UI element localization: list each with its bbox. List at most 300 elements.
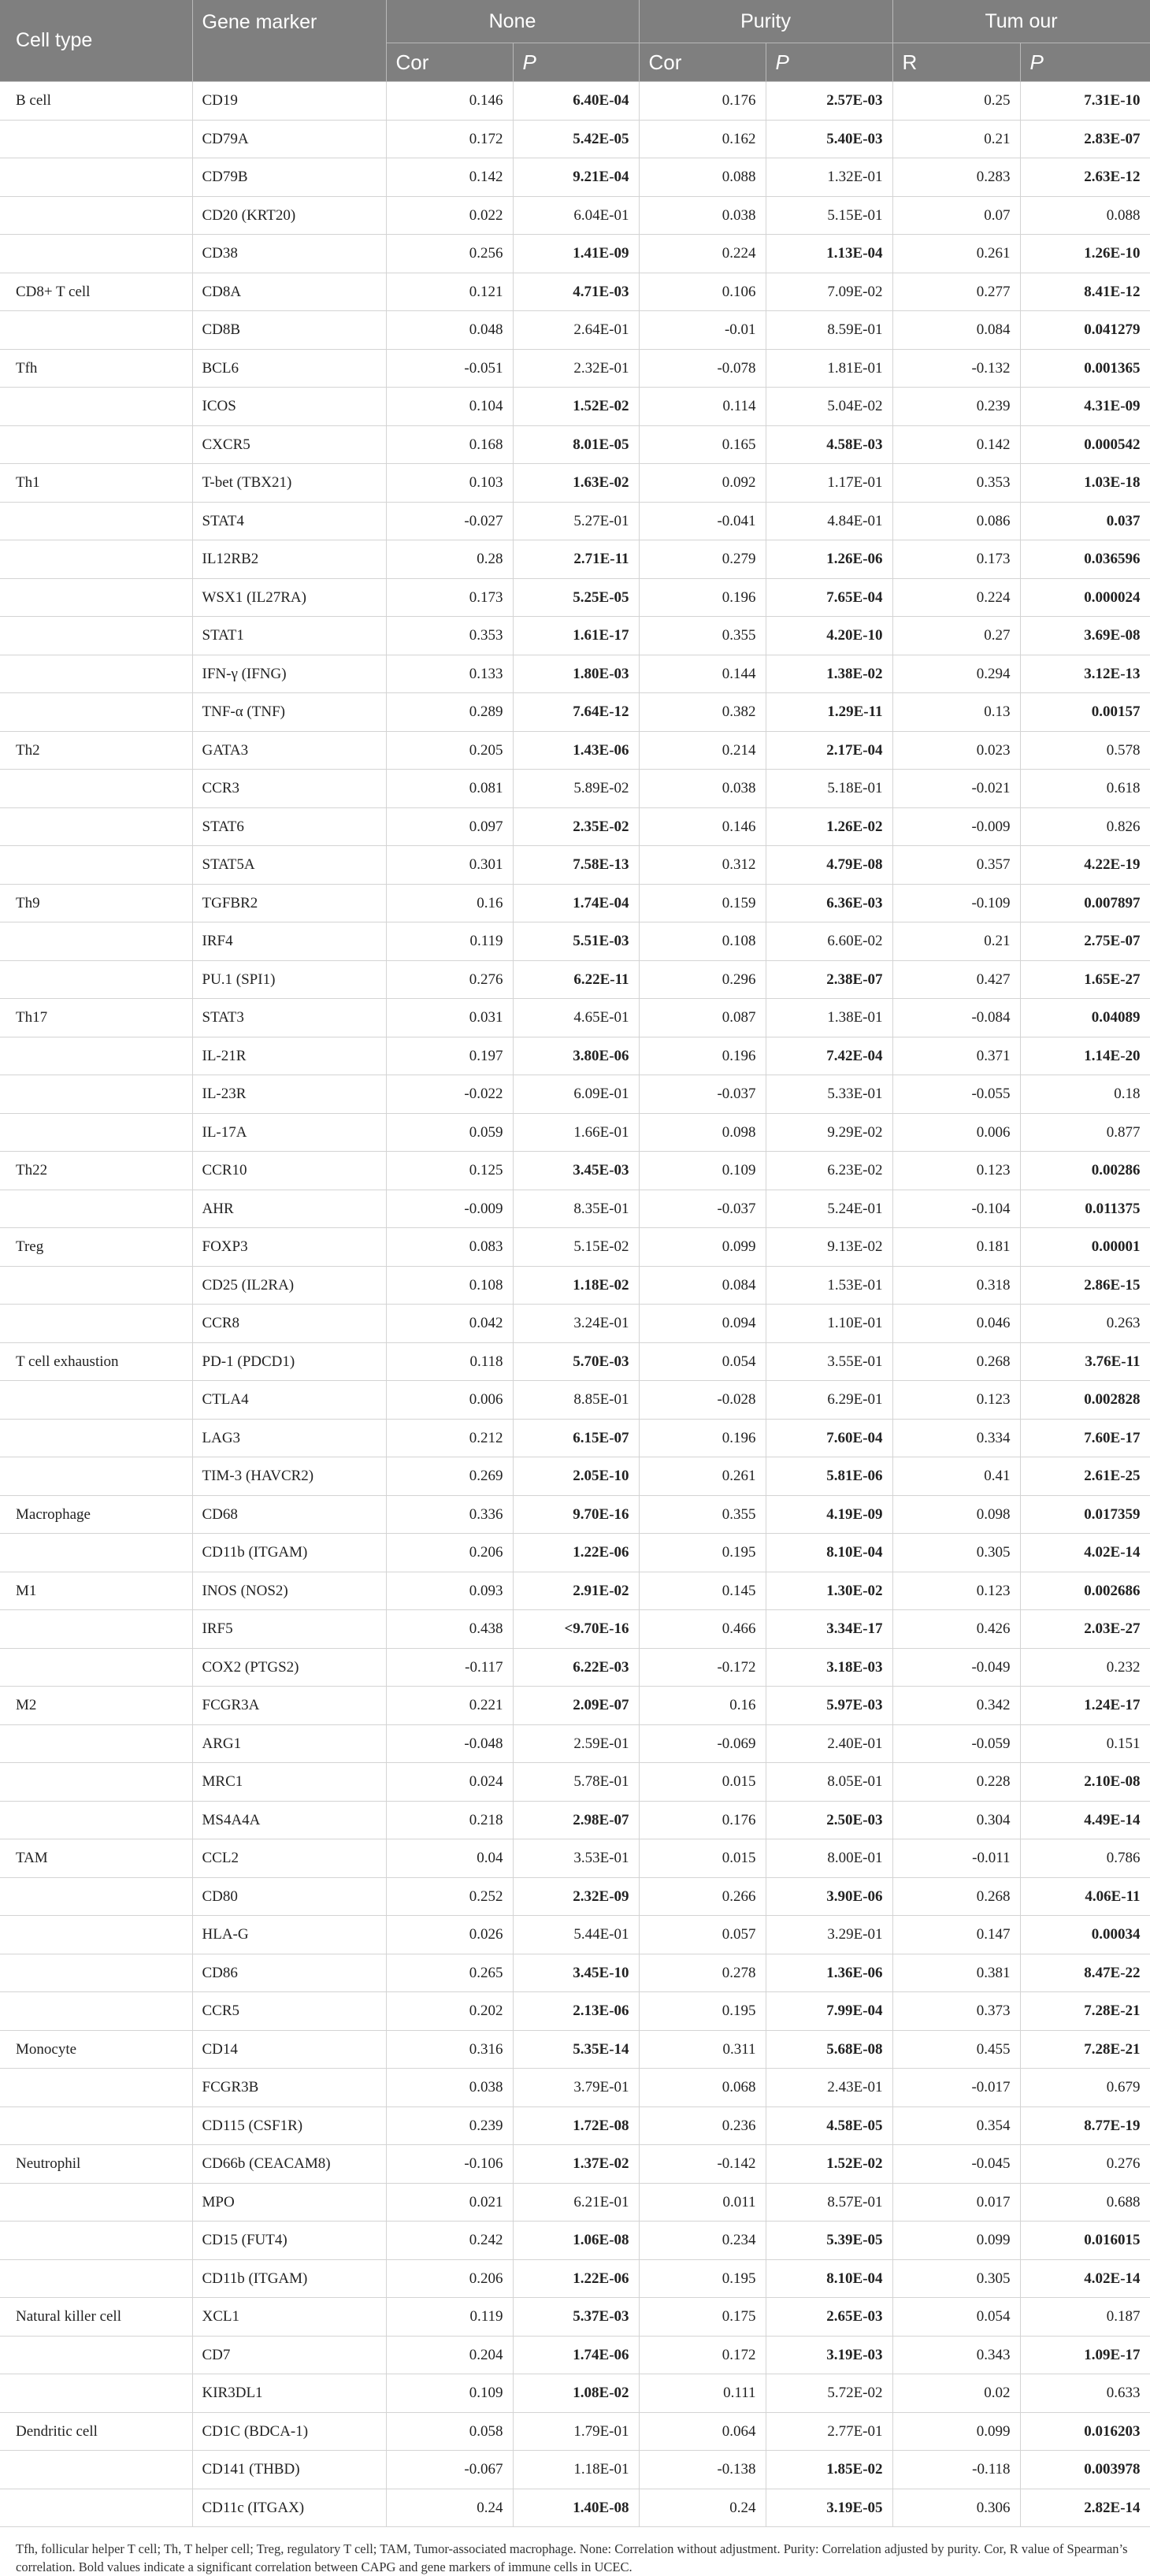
value-p-tumour: 0.688 — [1020, 2184, 1150, 2222]
value-cor-none: 0.438 — [386, 1610, 513, 1649]
value-cor-none: 0.16 — [386, 885, 513, 922]
value-r-tumour: 0.277 — [892, 273, 1020, 311]
gene-marker: PU.1 (SPI1) — [192, 961, 386, 999]
value-p-none: 2.05E-10 — [513, 1457, 639, 1496]
value-r-tumour: 0.25 — [892, 82, 1020, 121]
cell-type — [0, 1190, 192, 1228]
cell-type: Monocyte — [0, 2031, 192, 2069]
value-p-none: 1.79E-01 — [513, 2413, 639, 2451]
value-r-tumour: 0.305 — [892, 1534, 1020, 1572]
value-p-purity: 5.24E-01 — [766, 1190, 892, 1228]
value-r-tumour: 0.21 — [892, 121, 1020, 158]
value-cor-none: 0.301 — [386, 846, 513, 885]
value-p-tumour: 0.187 — [1020, 2298, 1150, 2337]
value-cor-none: 0.24 — [386, 2489, 513, 2527]
gene-marker: CD68 — [192, 1496, 386, 1534]
value-p-none: 1.40E-08 — [513, 2489, 639, 2527]
value-cor-none: 0.103 — [386, 464, 513, 503]
cell-type — [0, 2451, 192, 2489]
gene-marker: MRC1 — [192, 1763, 386, 1802]
value-p-purity: 7.65E-04 — [766, 579, 892, 617]
value-cor-none: 0.142 — [386, 158, 513, 197]
gene-marker: CD11b (ITGAM) — [192, 1534, 386, 1572]
cell-type: Natural killer cell — [0, 2298, 192, 2337]
cell-type — [0, 1802, 192, 1839]
cell-type — [0, 1381, 192, 1420]
value-p-none: 2.32E-09 — [513, 1878, 639, 1916]
value-cor-purity: 0.296 — [639, 961, 766, 999]
value-p-none: <9.70E-16 — [513, 1610, 639, 1649]
table-row — [0, 1687, 1150, 1725]
table-row — [0, 426, 1150, 464]
value-p-purity: 1.26E-06 — [766, 540, 892, 579]
gene-marker: IFN-γ (IFNG) — [192, 655, 386, 693]
value-p-none: 1.66E-01 — [513, 1114, 639, 1152]
value-r-tumour: -0.132 — [892, 350, 1020, 388]
value-p-tumour: 1.03E-18 — [1020, 464, 1150, 503]
gene-marker: CD38 — [192, 235, 386, 273]
value-p-tumour: 0.088 — [1020, 197, 1150, 235]
table-row — [0, 1420, 1150, 1457]
gene-marker: LAG3 — [192, 1420, 386, 1457]
value-p-purity: 1.32E-01 — [766, 158, 892, 197]
value-cor-purity: -0.138 — [639, 2451, 766, 2489]
value-cor-purity: 0.266 — [639, 1878, 766, 1916]
value-p-tumour: 0.037 — [1020, 503, 1150, 540]
gene-marker: CD8B — [192, 311, 386, 350]
value-cor-none: 0.202 — [386, 1992, 513, 2031]
value-p-purity: 5.18E-01 — [766, 770, 892, 808]
value-r-tumour: 0.343 — [892, 2337, 1020, 2374]
cell-type — [0, 1534, 192, 1572]
gene-marker: CD25 (IL2RA) — [192, 1267, 386, 1305]
value-p-none: 6.22E-11 — [513, 961, 639, 999]
value-p-purity: 1.29E-11 — [766, 693, 892, 732]
value-p-none: 1.74E-04 — [513, 885, 639, 922]
value-r-tumour: -0.021 — [892, 770, 1020, 808]
value-p-none: 2.91E-02 — [513, 1572, 639, 1610]
value-p-none: 2.71E-11 — [513, 540, 639, 579]
table-row — [0, 158, 1150, 197]
value-cor-none: 0.006 — [386, 1381, 513, 1420]
gene-marker: MPO — [192, 2184, 386, 2222]
value-cor-none: -0.022 — [386, 1075, 513, 1114]
value-r-tumour: -0.118 — [892, 2451, 1020, 2489]
value-p-tumour: 4.49E-14 — [1020, 1802, 1150, 1839]
value-cor-purity: 0.144 — [639, 655, 766, 693]
value-p-tumour: 0.000024 — [1020, 579, 1150, 617]
value-p-purity: 1.53E-01 — [766, 1267, 892, 1305]
cell-type — [0, 235, 192, 273]
value-p-none: 2.35E-02 — [513, 808, 639, 846]
value-p-tumour: 0.276 — [1020, 2145, 1150, 2184]
table-row — [0, 1802, 1150, 1839]
value-r-tumour: 0.13 — [892, 693, 1020, 732]
value-p-purity: 4.20E-10 — [766, 617, 892, 655]
cell-type: Tfh — [0, 350, 192, 388]
gene-marker: CD11b (ITGAM) — [192, 2260, 386, 2298]
value-p-tumour: 0.016015 — [1020, 2222, 1150, 2260]
value-p-tumour: 0.232 — [1020, 1649, 1150, 1687]
value-p-purity: 1.81E-01 — [766, 350, 892, 388]
value-cor-purity: 0.196 — [639, 1420, 766, 1457]
value-cor-none: 0.048 — [386, 311, 513, 350]
subheader-p-tumour: P — [1020, 43, 1150, 82]
table-row — [0, 1037, 1150, 1075]
value-p-tumour: 0.00001 — [1020, 1228, 1150, 1267]
value-p-none: 3.45E-03 — [513, 1152, 639, 1190]
value-p-purity: 6.29E-01 — [766, 1381, 892, 1420]
value-p-purity: 1.17E-01 — [766, 464, 892, 503]
value-p-tumour: 3.69E-08 — [1020, 617, 1150, 655]
value-cor-purity: 0.064 — [639, 2413, 766, 2451]
value-p-purity: 2.17E-04 — [766, 732, 892, 770]
value-cor-none: 0.118 — [386, 1343, 513, 1381]
value-cor-none: 0.353 — [386, 617, 513, 655]
cell-type — [0, 2184, 192, 2222]
cell-type: M2 — [0, 1687, 192, 1725]
cell-type — [0, 2260, 192, 2298]
cell-type — [0, 1916, 192, 1954]
value-r-tumour: -0.017 — [892, 2069, 1020, 2107]
value-cor-none: 0.197 — [386, 1037, 513, 1075]
value-cor-purity: 0.015 — [639, 1763, 766, 1802]
value-p-purity: 4.58E-05 — [766, 2107, 892, 2145]
value-r-tumour: 0.054 — [892, 2298, 1020, 2337]
value-cor-purity: -0.028 — [639, 1381, 766, 1420]
value-p-tumour: 0.578 — [1020, 732, 1150, 770]
gene-marker: CD14 — [192, 2031, 386, 2069]
value-p-none: 1.08E-02 — [513, 2374, 639, 2413]
value-r-tumour: 0.239 — [892, 388, 1020, 426]
gene-marker: CXCR5 — [192, 426, 386, 464]
value-p-none: 1.43E-06 — [513, 732, 639, 770]
value-p-tumour: 2.61E-25 — [1020, 1457, 1150, 1496]
value-p-purity: 9.29E-02 — [766, 1114, 892, 1152]
value-p-none: 6.15E-07 — [513, 1420, 639, 1457]
value-p-purity: 4.19E-09 — [766, 1496, 892, 1534]
value-p-purity: 2.57E-03 — [766, 82, 892, 121]
table-row — [0, 1228, 1150, 1267]
value-cor-none: 0.119 — [386, 922, 513, 961]
cell-type: Neutrophil — [0, 2145, 192, 2184]
value-p-none: 9.70E-16 — [513, 1496, 639, 1534]
value-r-tumour: 0.354 — [892, 2107, 1020, 2145]
value-r-tumour: 0.371 — [892, 1037, 1020, 1075]
value-cor-none: 0.218 — [386, 1802, 513, 1839]
gene-marker: AHR — [192, 1190, 386, 1228]
gene-marker: HLA-G — [192, 1916, 386, 1954]
table-header — [0, 0, 1150, 82]
value-p-purity: 2.50E-03 — [766, 1802, 892, 1839]
value-cor-purity: 0.098 — [639, 1114, 766, 1152]
value-cor-none: 0.119 — [386, 2298, 513, 2337]
value-p-none: 5.37E-03 — [513, 2298, 639, 2337]
value-cor-none: -0.051 — [386, 350, 513, 388]
cell-type — [0, 1420, 192, 1457]
table-row — [0, 388, 1150, 426]
value-p-purity: 5.39E-05 — [766, 2222, 892, 2260]
table-row — [0, 2451, 1150, 2489]
value-r-tumour: 0.181 — [892, 1228, 1020, 1267]
table-footnote: Tfh, follicular helper T cell; Th, T helper cell; Treg, regulatory T cell; TAM, Tumor-associated macrophage. None: Correlation without adjustment. Purity: Correlation adjusted by purity. Cor, R value of Spearman’s correlation. Bold values indicate a significant correlation between CAPG and gene markers of immune cells in UCEC. — [16, 2541, 1128, 2574]
value-p-none: 8.85E-01 — [513, 1381, 639, 1420]
value-cor-none: 0.031 — [386, 999, 513, 1037]
value-p-purity: 1.10E-01 — [766, 1305, 892, 1343]
table-row — [0, 82, 1150, 121]
value-p-purity: 1.36E-06 — [766, 1954, 892, 1992]
value-cor-purity: 0.196 — [639, 1037, 766, 1075]
value-cor-purity: 0.092 — [639, 464, 766, 503]
value-p-tumour: 2.83E-07 — [1020, 121, 1150, 158]
table-row — [0, 922, 1150, 961]
value-p-none: 1.18E-02 — [513, 1267, 639, 1305]
value-cor-purity: 0.279 — [639, 540, 766, 579]
value-cor-purity: 0.088 — [639, 158, 766, 197]
value-p-none: 1.37E-02 — [513, 2145, 639, 2184]
value-p-none: 3.53E-01 — [513, 1839, 639, 1878]
value-r-tumour: 0.334 — [892, 1420, 1020, 1457]
gene-marker: CCL2 — [192, 1839, 386, 1878]
value-p-purity: 2.77E-01 — [766, 2413, 892, 2451]
value-p-purity: 8.05E-01 — [766, 1763, 892, 1802]
value-p-tumour: 4.06E-11 — [1020, 1878, 1150, 1916]
value-cor-none: 0.221 — [386, 1687, 513, 1725]
value-p-none: 8.01E-05 — [513, 426, 639, 464]
value-r-tumour: 0.21 — [892, 922, 1020, 961]
subheader-p-purity: P — [766, 43, 892, 82]
value-cor-purity: -0.041 — [639, 503, 766, 540]
cell-type — [0, 197, 192, 235]
gene-marker: CCR10 — [192, 1152, 386, 1190]
value-p-tumour: 1.09E-17 — [1020, 2337, 1150, 2374]
header-gene-marker: Gene marker — [192, 0, 386, 82]
value-p-purity: 2.38E-07 — [766, 961, 892, 999]
value-p-purity: 3.19E-05 — [766, 2489, 892, 2527]
cell-type — [0, 311, 192, 350]
value-p-tumour: 0.001365 — [1020, 350, 1150, 388]
value-r-tumour: 0.228 — [892, 1763, 1020, 1802]
value-cor-purity: 0.068 — [639, 2069, 766, 2107]
value-r-tumour: 0.147 — [892, 1916, 1020, 1954]
value-cor-purity: 0.175 — [639, 2298, 766, 2337]
value-p-tumour: 8.77E-19 — [1020, 2107, 1150, 2145]
value-r-tumour: 0.084 — [892, 311, 1020, 350]
value-p-purity: 2.43E-01 — [766, 2069, 892, 2107]
value-p-tumour: 0.679 — [1020, 2069, 1150, 2107]
table-row — [0, 2069, 1150, 2107]
cell-type: Th17 — [0, 999, 192, 1037]
value-cor-purity: 0.109 — [639, 1152, 766, 1190]
value-r-tumour: 0.342 — [892, 1687, 1020, 1725]
cell-type — [0, 1037, 192, 1075]
value-p-purity: 7.60E-04 — [766, 1420, 892, 1457]
table-row — [0, 2145, 1150, 2184]
value-r-tumour: 0.098 — [892, 1496, 1020, 1534]
value-cor-purity: 0.015 — [639, 1839, 766, 1878]
value-p-purity: 8.00E-01 — [766, 1839, 892, 1878]
table-row — [0, 961, 1150, 999]
gene-marker: CD7 — [192, 2337, 386, 2374]
value-cor-none: 0.081 — [386, 770, 513, 808]
table-row — [0, 1878, 1150, 1916]
value-p-tumour: 8.41E-12 — [1020, 273, 1150, 311]
value-p-purity: 2.40E-01 — [766, 1725, 892, 1763]
value-cor-none: 0.206 — [386, 1534, 513, 1572]
value-p-purity: 7.99E-04 — [766, 1992, 892, 2031]
gene-marker: MS4A4A — [192, 1802, 386, 1839]
table-row — [0, 579, 1150, 617]
cell-type: Th9 — [0, 885, 192, 922]
value-r-tumour: -0.009 — [892, 808, 1020, 846]
value-p-purity: 5.81E-06 — [766, 1457, 892, 1496]
value-r-tumour: 0.006 — [892, 1114, 1020, 1152]
value-r-tumour: 0.294 — [892, 655, 1020, 693]
value-cor-none: 0.121 — [386, 273, 513, 311]
value-p-none: 1.61E-17 — [513, 617, 639, 655]
value-r-tumour: -0.045 — [892, 2145, 1020, 2184]
gene-marker: IL-17A — [192, 1114, 386, 1152]
value-cor-none: 0.204 — [386, 2337, 513, 2374]
cell-type: T cell exhaustion — [0, 1343, 192, 1381]
table-row — [0, 1267, 1150, 1305]
cell-type — [0, 158, 192, 197]
value-p-purity: 5.15E-01 — [766, 197, 892, 235]
value-p-none: 3.24E-01 — [513, 1305, 639, 1343]
value-p-none: 2.13E-06 — [513, 1992, 639, 2031]
table-row — [0, 197, 1150, 235]
gene-marker: TGFBR2 — [192, 885, 386, 922]
value-cor-purity: 0.111 — [639, 2374, 766, 2413]
value-r-tumour: 0.142 — [892, 426, 1020, 464]
table-row — [0, 1457, 1150, 1496]
cell-type — [0, 770, 192, 808]
value-cor-none: 0.108 — [386, 1267, 513, 1305]
value-cor-none: 0.206 — [386, 2260, 513, 2298]
value-p-purity: 8.57E-01 — [766, 2184, 892, 2222]
gene-marker: CD79A — [192, 121, 386, 158]
cell-type — [0, 2489, 192, 2527]
value-p-none: 1.72E-08 — [513, 2107, 639, 2145]
gene-marker: CD115 (CSF1R) — [192, 2107, 386, 2145]
value-p-none: 1.74E-06 — [513, 2337, 639, 2374]
value-p-purity: 1.85E-02 — [766, 2451, 892, 2489]
value-r-tumour: 0.02 — [892, 2374, 1020, 2413]
value-r-tumour: 0.123 — [892, 1572, 1020, 1610]
value-cor-none: 0.109 — [386, 2374, 513, 2413]
value-cor-purity: 0.195 — [639, 1534, 766, 1572]
value-p-none: 1.06E-08 — [513, 2222, 639, 2260]
table-row — [0, 999, 1150, 1037]
cell-type — [0, 1114, 192, 1152]
value-p-tumour: 2.86E-15 — [1020, 1267, 1150, 1305]
value-cor-purity: 0.162 — [639, 121, 766, 158]
value-r-tumour: -0.011 — [892, 1839, 1020, 1878]
value-r-tumour: -0.059 — [892, 1725, 1020, 1763]
gene-marker: IL-21R — [192, 1037, 386, 1075]
table-row — [0, 655, 1150, 693]
subheader-r-tumour: R — [892, 43, 1020, 82]
value-r-tumour: 0.123 — [892, 1381, 1020, 1420]
value-p-none: 6.09E-01 — [513, 1075, 639, 1114]
cell-type — [0, 961, 192, 999]
gene-marker: STAT1 — [192, 617, 386, 655]
value-cor-purity: 0.087 — [639, 999, 766, 1037]
value-cor-purity: 0.159 — [639, 885, 766, 922]
value-p-purity: 7.42E-04 — [766, 1037, 892, 1075]
value-cor-purity: 0.195 — [639, 1992, 766, 2031]
value-p-purity: 8.10E-04 — [766, 1534, 892, 1572]
value-p-none: 1.41E-09 — [513, 235, 639, 273]
table-row — [0, 1305, 1150, 1343]
value-cor-purity: 0.146 — [639, 808, 766, 846]
value-r-tumour: 0.099 — [892, 2413, 1020, 2451]
value-cor-none: 0.021 — [386, 2184, 513, 2222]
gene-marker: CCR8 — [192, 1305, 386, 1343]
table-row — [0, 1649, 1150, 1687]
table-row — [0, 350, 1150, 388]
value-r-tumour: 0.304 — [892, 1802, 1020, 1839]
value-p-tumour: 0.786 — [1020, 1839, 1150, 1878]
value-p-none: 2.64E-01 — [513, 311, 639, 350]
value-p-none: 5.51E-03 — [513, 922, 639, 961]
cell-type — [0, 2107, 192, 2145]
value-cor-purity: 0.24 — [639, 2489, 766, 2527]
cell-type — [0, 1305, 192, 1343]
value-cor-purity: 0.312 — [639, 846, 766, 885]
cell-type — [0, 693, 192, 732]
table-row — [0, 693, 1150, 732]
value-cor-purity: -0.172 — [639, 1649, 766, 1687]
value-p-none: 2.59E-01 — [513, 1725, 639, 1763]
value-cor-none: 0.269 — [386, 1457, 513, 1496]
value-p-tumour: 7.60E-17 — [1020, 1420, 1150, 1457]
gene-marker: STAT3 — [192, 999, 386, 1037]
value-cor-purity: 0.16 — [639, 1687, 766, 1725]
value-cor-none: 0.125 — [386, 1152, 513, 1190]
value-cor-purity: 0.355 — [639, 617, 766, 655]
table-row — [0, 1114, 1150, 1152]
value-p-purity: 4.79E-08 — [766, 846, 892, 885]
table-row — [0, 273, 1150, 311]
value-r-tumour: 0.173 — [892, 540, 1020, 579]
value-p-tumour: 0.036596 — [1020, 540, 1150, 579]
table-row — [0, 1343, 1150, 1381]
value-p-tumour: 0.000542 — [1020, 426, 1150, 464]
value-p-none: 4.71E-03 — [513, 273, 639, 311]
table-row — [0, 464, 1150, 503]
value-p-purity: 5.68E-08 — [766, 2031, 892, 2069]
value-p-none: 6.04E-01 — [513, 197, 639, 235]
value-r-tumour: -0.084 — [892, 999, 1020, 1037]
gene-marker: XCL1 — [192, 2298, 386, 2337]
value-cor-purity: 0.261 — [639, 1457, 766, 1496]
gene-marker: WSX1 (IL27RA) — [192, 579, 386, 617]
subheader-p-none: P — [513, 43, 639, 82]
value-cor-none: 0.289 — [386, 693, 513, 732]
value-cor-none: 0.172 — [386, 121, 513, 158]
value-p-purity: 3.90E-06 — [766, 1878, 892, 1916]
value-cor-none: 0.038 — [386, 2069, 513, 2107]
cell-type: B cell — [0, 82, 192, 121]
value-cor-none: 0.168 — [386, 426, 513, 464]
value-p-tumour: 0.00157 — [1020, 693, 1150, 732]
value-cor-none: 0.252 — [386, 1878, 513, 1916]
value-p-tumour: 2.03E-27 — [1020, 1610, 1150, 1649]
value-cor-none: 0.242 — [386, 2222, 513, 2260]
value-p-none: 9.21E-04 — [513, 158, 639, 197]
table-row — [0, 808, 1150, 846]
